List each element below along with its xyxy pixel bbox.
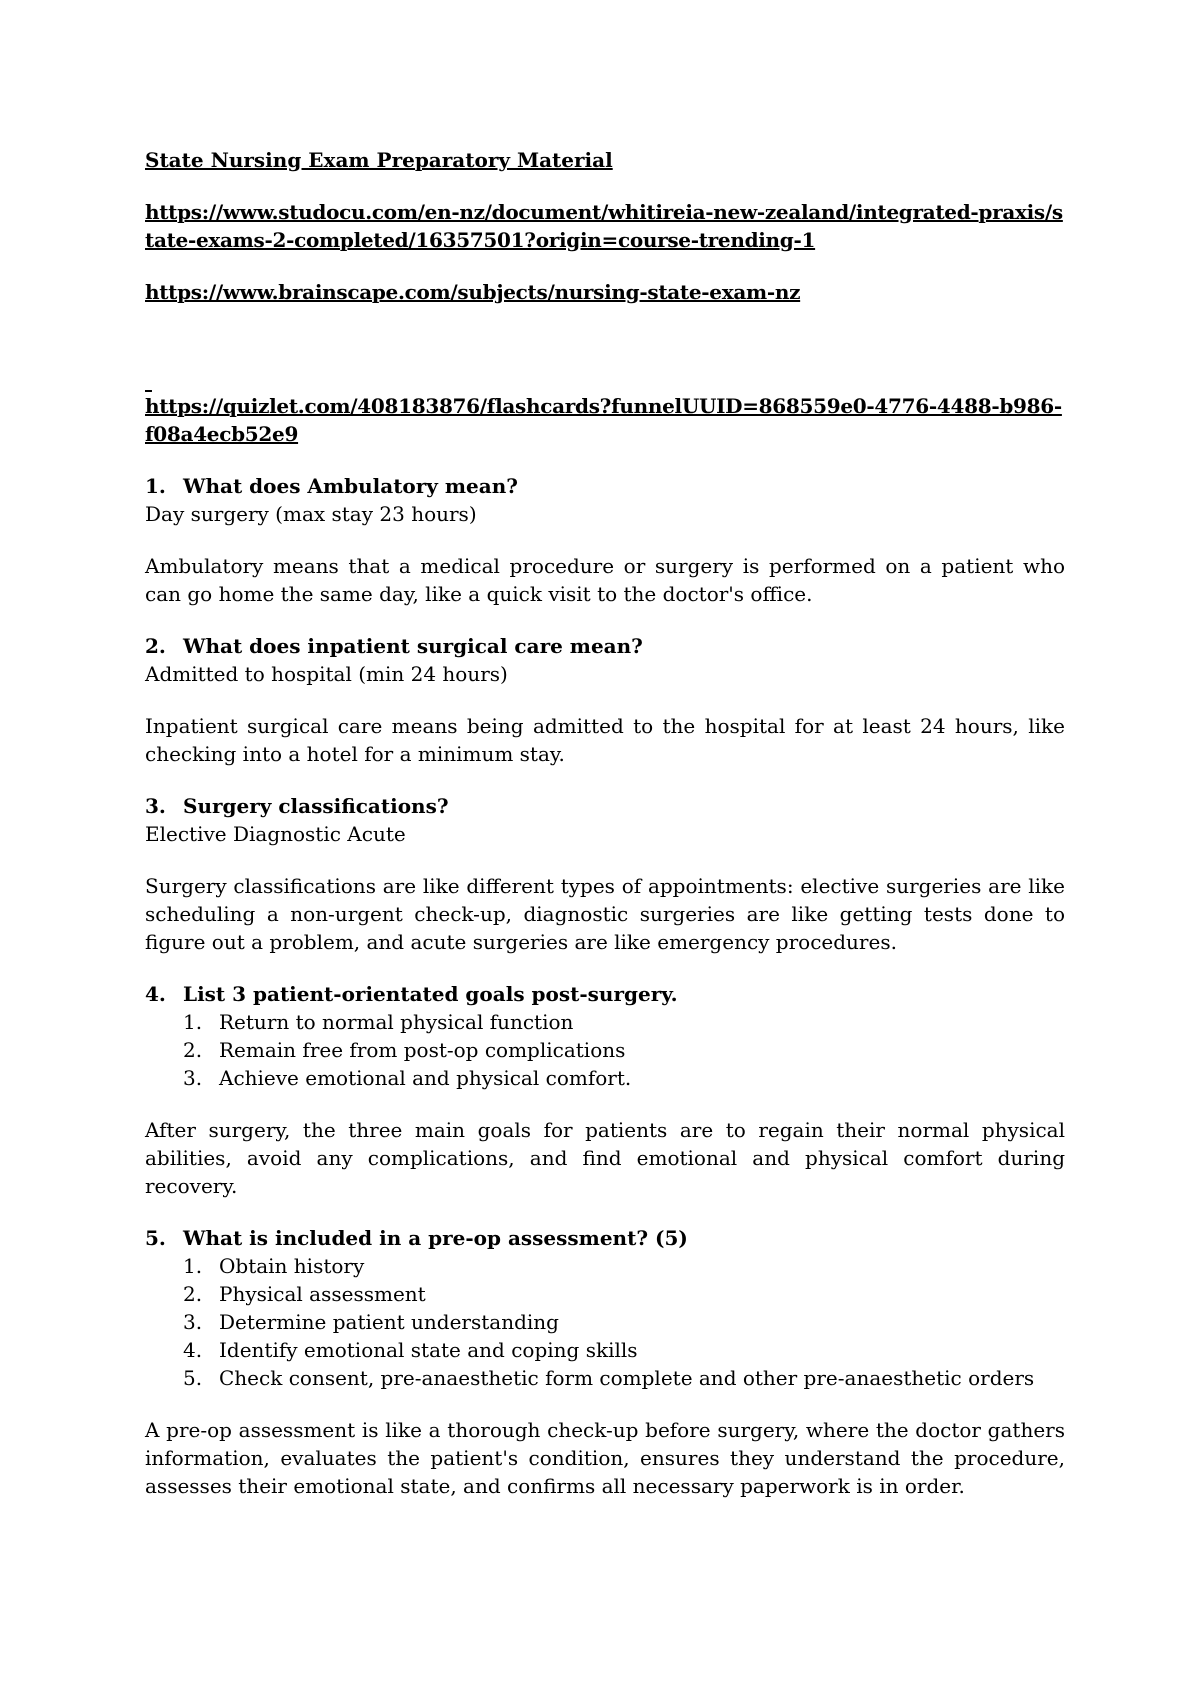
document-page	[145, 146, 1065, 1524]
list-item-number: 2.	[183, 1038, 203, 1062]
question-heading	[145, 980, 1065, 1008]
list-item-text: Obtain history	[219, 1254, 365, 1278]
list-item-text: Return to normal physical function	[219, 1010, 574, 1034]
explanation-paragraph: Surgery classifications are like different types of appointments: elective surgeries are like scheduling a non-urgent check-up, diagnostic surgeries are like getting tests done to figure out a problem, and acute surgeries are like emergency procedures.	[145, 874, 1065, 954]
list-item	[183, 1336, 1065, 1364]
question-number: 4.	[145, 982, 166, 1006]
goals-list	[145, 1008, 1065, 1092]
list-item	[183, 1252, 1065, 1280]
list-item	[183, 1280, 1065, 1308]
list-item	[183, 1064, 1065, 1092]
list-item-text: Remain free from post-op complications	[219, 1038, 626, 1062]
list-item	[183, 1036, 1065, 1064]
question-text: What does Ambulatory mean?	[183, 474, 518, 498]
list-item	[183, 1008, 1065, 1036]
list-item-text: Identify emotional state and coping skills	[219, 1338, 638, 1362]
question-number: 2.	[145, 634, 166, 658]
list-item-number: 1.	[183, 1254, 203, 1278]
list-item-number: 5.	[183, 1366, 203, 1390]
question-block	[145, 1224, 1065, 1500]
question-number: 3.	[145, 794, 166, 818]
question-number: 1.	[145, 474, 166, 498]
question-heading	[145, 632, 1065, 660]
list-item-number: 3.	[183, 1066, 203, 1090]
list-item-text: Check consent, pre-anaesthetic form complete and other pre-anaesthetic orders	[219, 1366, 1035, 1390]
list-item-text: Achieve emotional and physical comfort.	[219, 1066, 632, 1090]
list-item	[183, 1364, 1065, 1392]
question-text: Surgery classifications?	[183, 794, 449, 818]
short-answer: Elective Diagnostic Acute	[145, 822, 406, 846]
explanation-paragraph: After surgery, the three main goals for patients are to regain their normal physical abilities, avoid any complications, and find emotional and physical comfort during recovery.	[145, 1118, 1065, 1198]
question-heading	[145, 472, 1065, 500]
list-item	[183, 1308, 1065, 1336]
question-heading	[145, 1224, 1065, 1252]
question-text: What does inpatient surgical care mean?	[183, 634, 643, 658]
stray-underline-mark	[145, 372, 1065, 392]
question-heading	[145, 792, 1065, 820]
question-block	[145, 792, 1065, 956]
list-item-number: 4.	[183, 1338, 203, 1362]
question-text: What is included in a pre-op assessment? (5)	[183, 1226, 688, 1250]
list-item-number: 3.	[183, 1310, 203, 1334]
list-item-number: 1.	[183, 1010, 203, 1034]
question-block	[145, 980, 1065, 1200]
list-item-text: Physical assessment	[219, 1282, 426, 1306]
explanation-paragraph: Ambulatory means that a medical procedure or surgery is performed on a patient who can go home the same day, like a quick visit to the doctor's office.	[145, 554, 1065, 606]
short-answer: Day surgery (max stay 23 hours)	[145, 502, 477, 526]
list-item-number: 2.	[183, 1282, 203, 1306]
quizlet-link[interactable]: https://quizlet.com/408183876/flashcards?funnelUUID=868559e0-4776-4488-b986-f08a4ecb52e9	[145, 394, 1062, 446]
assessment-list	[145, 1252, 1065, 1392]
brainscape-link[interactable]: https://www.brainscape.com/subjects/nursing-state-exam-nz	[145, 280, 801, 304]
explanation-paragraph: Inpatient surgical care means being admitted to the hospital for at least 24 hours, like checking into a hotel for a minimum stay.	[145, 714, 1065, 766]
question-number: 5.	[145, 1226, 166, 1250]
short-answer: Admitted to hospital (min 24 hours)	[145, 662, 508, 686]
studocu-link[interactable]: https://www.studocu.com/en-nz/document/whitireia-new-zealand/integrated-praxis/state-exams-2-completed/16357501?origin=course-trending-1	[145, 200, 1063, 252]
question-block	[145, 632, 1065, 768]
question-text: List 3 patient-orientated goals post-surgery.	[183, 982, 678, 1006]
question-block	[145, 472, 1065, 608]
list-item-text: Determine patient understanding	[219, 1310, 559, 1334]
explanation-paragraph: A pre-op assessment is like a thorough check-up before surgery, where the doctor gathers information, evaluates the patient's condition, ensures they understand the procedure, assesses their emotional state, and confirms all necessary paperwork is in order.	[145, 1418, 1065, 1498]
document-title: State Nursing Exam Preparatory Material	[145, 148, 613, 172]
